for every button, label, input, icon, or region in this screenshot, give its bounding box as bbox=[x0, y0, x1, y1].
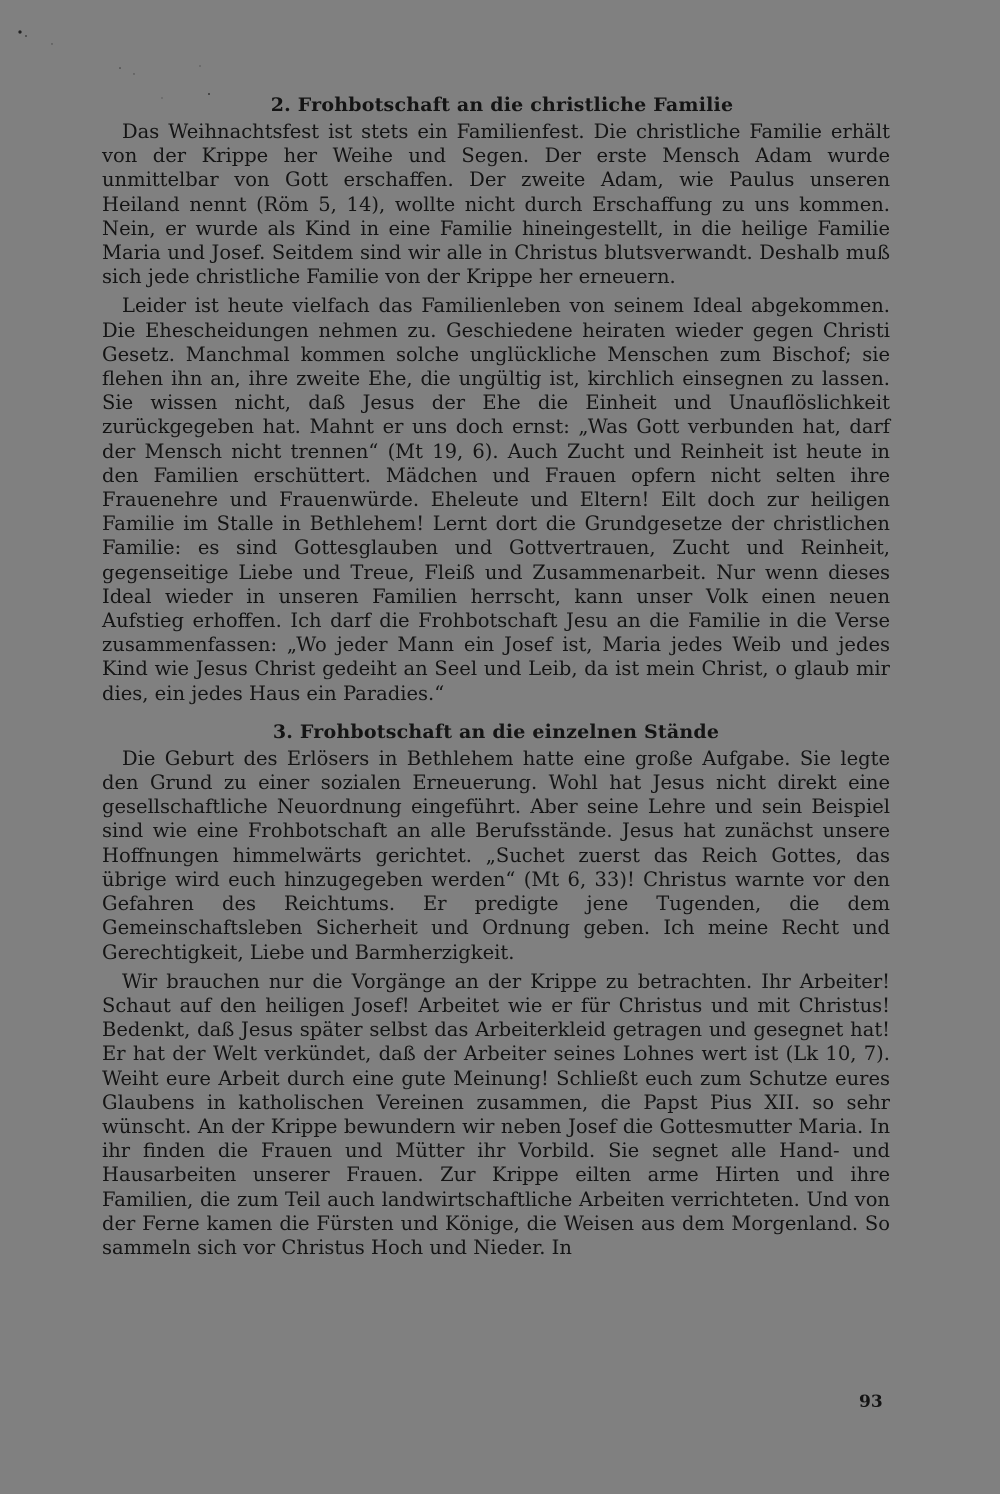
paragraph: Leider ist heute vielfach das Familienleben von seinem Ideal abgekommen. Die Ehescheidungen nehmen zu. Geschiedene heiraten wieder gegen Christi Gesetz. Manchmal kommen solche unglückliche Menschen zum Bischof; sie flehen ihn an, ihre zweite Ehe, die ungültig ist, kirchlich einsegnen zu lassen. Sie wissen nicht, daß Jesus der Ehe die Einheit und Unauflöslichkeit zurückgegeben hat. Mahnt er uns doch ernst: „Was Gott verbunden hat, darf der Mensch nicht trennen“ (Mt 19, 6). Auch Zucht und Reinheit ist heute in den Familien erschüttert. Mädchen und Frauen opfern nicht selten ihre Frauenehre und Frauenwürde. Eheleute und Eltern! Eilt doch zur heiligen Familie im Stalle in Bethlehem! Lernt dort die Grundgesetze der christlichen Familie: es sind Gottesglauben und Gottvertrauen, Zucht und Reinheit, gegenseitige Liebe und Treue, Fleiß und Zusammenarbeit. Nur wenn dieses Ideal wieder in unseren Familien herrscht, kann unser Volk einen neuen Aufstieg erhoffen. Ich darf die Frohbotschaft Jesu an die Familie in die Verse zusammenfassen: „Wo jeder Mann ein Josef ist, Maria jedes Weib und jedes Kind wie Jesus Christ gedeiht an Seel und Leib, da ist mein Christ, o glaub mir dies, ein jedes Haus ein Paradies.“ bbox=[102, 294, 890, 705]
section-heading: 3. Frohbotschaft an die einzelnen Stände bbox=[272, 720, 720, 743]
scan-specks bbox=[12, 22, 212, 102]
paragraph: Wir brauchen nur die Vorgänge an der Krippe zu betrachten. Ihr Arbeiter! Schaut auf den heiligen Josef! Arbeitet wie er für Christus und mit Christus! Bedenkt, daß Jesus später selbst das Arbeiterkleid getragen und gesegnet hat! Er hat der Welt verkündet, daß der Arbeiter seines Lohnes wert ist (Lk 10, 7). Weiht eure Arbeit durch eine gute Meinung! Schließt euch zum Schutze eures Glaubens in katholischen Vereinen zusammen, die Papst Pius XII. so sehr wünscht. An der Krippe bewundern wir neben Josef die Gottesmutter Maria. In ihr finden die Frauen und Mütter ihr Vorbild. Sie segnet alle Hand- und Hausarbeiten unserer Frauen. Zur Krippe eilten arme Hirten und ihre Familien, die zum Teil auch landwirtschaftliche Arbeiten verrichteten. Und von der Ferne kamen die Fürsten und Könige, die Weisen aus dem Morgenland. So sammeln sich vor Christus Hoch und Nieder. In bbox=[102, 969, 890, 1259]
paragraph: Die Geburt des Erlösers in Bethlehem hatte eine große Aufgabe. Sie legte den Grund zu einer sozialen Erneuerung. Wohl hat Jesus nicht direkt eine gesellschaftliche Neuordnung eingeführt. Aber seine Lehre und sein Beispiel sind wie eine Frohbotschaft an alle Berufsstände. Jesus hat zunächst unsere Hoffnungen himmelwärts gerichtet. „Suchet zuerst das Reich Gottes, das übrige wird euch hinzugegeben werden“ (Mt 6, 33)! Christus warnte vor den Gefahren des Reichtums. Er predigte jene Tugenden, die dem Gemeinschaftsleben Sicherheit und Ordnung geben. Ich meine Recht und Gerechtigkeit, Liebe und Barmherzigkeit. bbox=[102, 746, 890, 964]
section-heading: 2. Frohbotschaft an die christliche Familie bbox=[270, 94, 734, 116]
paragraph: Das Weihnachtsfest ist stets ein Familienfest. Die christliche Familie erhält von der Krippe her Weihe und Segen. Der erste Mensch Adam wurde unmittelbar von Gott erschaffen. Der zweite Adam, wie Paulus unseren Heiland nennt (Röm 5, 14), wollte nicht durch Erschaffung zu uns kommen. Nein, er wurde als Kind in eine Familie hineingestellt, in die heilige Familie Maria und Josef. Seitdem sind wir alle in Christus blutsverwandt. Deshalb muß sich jede christliche Familie von der Krippe her erneuern. bbox=[102, 120, 890, 289]
page-content bbox=[102, 92, 890, 1265]
section-family bbox=[102, 92, 890, 706]
section-estates bbox=[102, 719, 890, 1260]
page-number: 93 bbox=[859, 1392, 883, 1412]
